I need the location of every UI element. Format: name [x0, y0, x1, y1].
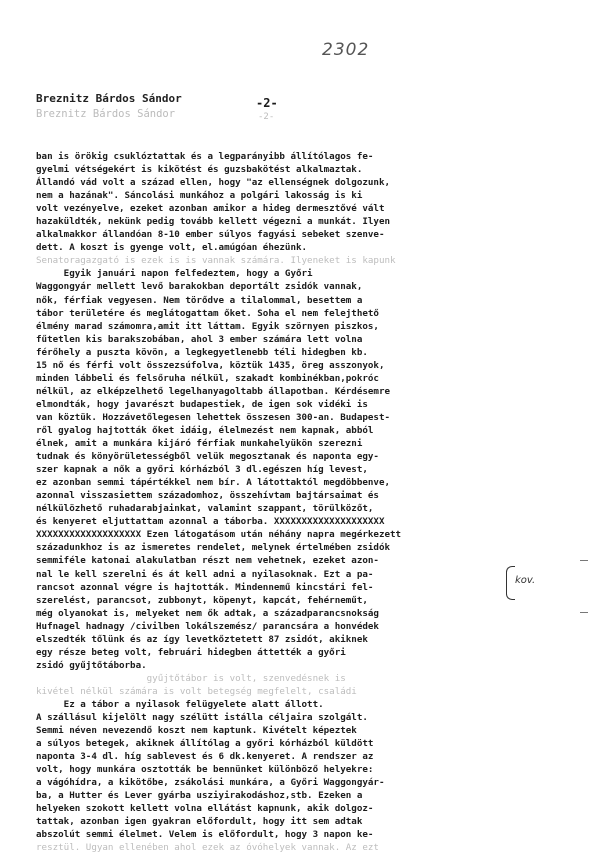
body-line: minden lábbeli és felsőruha nélkül, szakadt kombinékban,pokróc: [36, 372, 379, 384]
body-line: tattak, azonban igen gyakran előfordult, hogy itt sem adtak: [36, 816, 363, 828]
body-line: szer kapnak a nők a győri kórházból 3 dl.egészen híg levest,: [36, 464, 368, 476]
bleedthrough-line: resztül. Ugyan ellenében ahol ezek az óvóhelyek vannak. Az ezt: [36, 842, 379, 854]
body-line: 15 nő és férfi volt összezsúfolva, köztük 1435, öreg asszonyok,: [36, 359, 385, 371]
body-line: szerelést, parancsot, zubbonyt, köpenyt, kapcát, fehérneműt,: [36, 594, 368, 606]
body-line: és kenyeret eljuttattam azonnal a táborba. XXXXXXXXXXXXXXXXXXXX: [36, 516, 385, 528]
bleedthrough-line: gyűjtőtábor is volt, szenvedésnek is: [36, 672, 346, 684]
body-line: elmondták, hogy javarészt budapestiek, de igen sok vidéki is: [36, 398, 368, 410]
author-name-bleedthrough: Breznitz Bárdos Sándor: [36, 108, 176, 120]
body-line: dett. A koszt is gyenge volt, el.amúgóan éhezünk.: [36, 242, 308, 254]
body-line: a vágóhídra, a kikötőbe, zsákolási munkára, a Győri Waggongyár-: [36, 777, 385, 789]
body-line: ről gyalog hajtották őket idáig, élelmezést nem kapnak, abból: [36, 424, 374, 436]
author-name: Breznitz Bárdos Sándor: [36, 92, 182, 105]
body-line: abszolút semmi élelmet. Velem is előfordult, hogy 3 napon ke-: [36, 829, 374, 841]
document-number: 2302: [322, 40, 370, 60]
page-number: -2-: [256, 96, 278, 110]
body-line: semmiféle katonai alakulatban részt nem vehetnek, ezeket azon-: [36, 555, 379, 567]
bleedthrough-line: kivétel nélkül számára is volt betegség megfelelt, családi: [36, 685, 357, 697]
page-number-bleedthrough: -2-: [258, 112, 275, 122]
body-line: élnek, amit a munkára kijáró férfiak munkahelyükön szerezni: [36, 438, 363, 450]
body-line: gyelmi vétségekért is kikötést és guzsbakötést alkalmaztak.: [36, 164, 363, 176]
body-line: nők, férfiak vegyesen. Nem törődve a tilalommal, besettem a: [36, 294, 363, 306]
body-line: hazaküldték, nekünk pedig tovább kellett végezni a munkát. Ilyen: [36, 216, 391, 228]
body-line: naponta 3-4 dl. híg sablevest és 6 dk.kenyeret. A rendszer az: [36, 751, 374, 763]
bleedthrough-line: Senatoragazgató is ezek is is vannak számára. Ilyeneket is kapunk: [36, 255, 396, 267]
body-line: elszedték tőlünk és az így levetkőztetett 87 zsidót, akiknek: [36, 633, 368, 645]
body-line: nélkülözhető ruhadarabjainkat, valamint szappant, törülközőt,: [36, 503, 374, 515]
body-line: Waggongyár mellett levő barakokban deportált zsidók vannak,: [36, 281, 363, 293]
margin-tick: [580, 612, 588, 613]
body-line: Hufnagel hadnagy /civilben lokálszemész/ parancsára a honvédek: [36, 620, 379, 632]
body-line: nal le kell szerelni és át kell adni a nyilasoknak. Ezt a pa-: [36, 568, 374, 580]
body-line: nem a hazának". Sáncolási munkához a polgári lakosság is ki: [36, 190, 363, 202]
margin-note: kov.: [515, 575, 536, 586]
body-line: ban is örökig csuklóztattak és a legparányibb állítólagos fe-: [36, 151, 374, 162]
document-body: [36, 150, 576, 855]
body-line: egy része beteg volt, februári hidegben áttették a győri: [36, 646, 346, 658]
body-line: XXXXXXXXXXXXXXXXXXX Ezen látogatásom után néhány napra megérkezett: [36, 529, 402, 541]
body-line: nélkül, az elképzelhető legelhanyagoltabb állapotban. Kérdésemre: [36, 385, 391, 397]
body-line: Egyik januári napon felfedeztem, hogy a Győri: [36, 268, 313, 280]
body-line: a súlyos betegek, akiknek állítólag a győri kórházból küldött: [36, 738, 374, 750]
body-line: volt vezényelve, ezeket azonban amikor a hideg dermesztővé vált: [36, 203, 385, 215]
body-line: alkalmakkor állandóan 8-10 ember súlyos fagyási sebeket szenve-: [36, 229, 385, 241]
margin-bracket: [506, 566, 515, 600]
body-line: A szállásul kijelölt nagy szélütt istálla céljaira szolgált.: [36, 712, 368, 724]
body-line: Állandó vád volt a század ellen, hogy "az ellenségnek dolgozunk,: [36, 177, 391, 189]
body-line: volt, hogy munkára osztották be bennünket különböző helyekre:: [36, 764, 374, 776]
body-line: századunkhoz is az ismeretes rendelet, melynek értelmében zsidók: [36, 542, 391, 554]
body-line: tudnak és könyörületességből velük megosztanak és naponta egy-: [36, 451, 379, 463]
body-line: zsidó gyűjtőtáborba.: [36, 659, 147, 671]
margin-tick: [580, 560, 588, 561]
body-line: ez azonban semmi tápértékkel nem bír. A látottaktól megdöbbenve,: [36, 477, 391, 489]
body-line: még olyanokat is, melyeket nem ők adtak, a századparancsnokság: [36, 607, 379, 619]
body-line: Ez a tábor a nyilasok felügyelete alatt állott.: [36, 698, 324, 710]
body-line: van köztük. Hozzávetőlegesen lehettek összesen 300-an. Budapest-: [36, 411, 391, 423]
body-line: ba, a Hutter és Lever gyárba usziyirakodáshoz,stb. Ezeken a: [36, 790, 363, 802]
body-line: élmény marad számomra,amit itt láttam. Egyik szörnyen piszkos,: [36, 320, 379, 332]
body-line: fűtetlen kis barakszobában, ahol 3 ember számára lett volna: [36, 333, 363, 345]
body-line: férőhely a puszta kövön, a legkegyetlenebb téli hidegben kb.: [36, 346, 368, 358]
body-line: rancsot azonnal végre is hajtották. Mindennemű kincstári fel-: [36, 581, 374, 593]
body-line: Semmi néven nevezendő koszt nem kaptunk. Kivételt képeztek: [36, 725, 357, 737]
body-line: tábor területére és meglátogattam őket. Soha el nem felejthető: [36, 307, 379, 319]
body-line: helyeken szokott kellett volna ellátást kapnunk, akik dolgoz-: [36, 803, 374, 815]
body-line: azonnal visszasiettem századomhoz, összehívtam bajtársaimat és: [36, 490, 379, 502]
